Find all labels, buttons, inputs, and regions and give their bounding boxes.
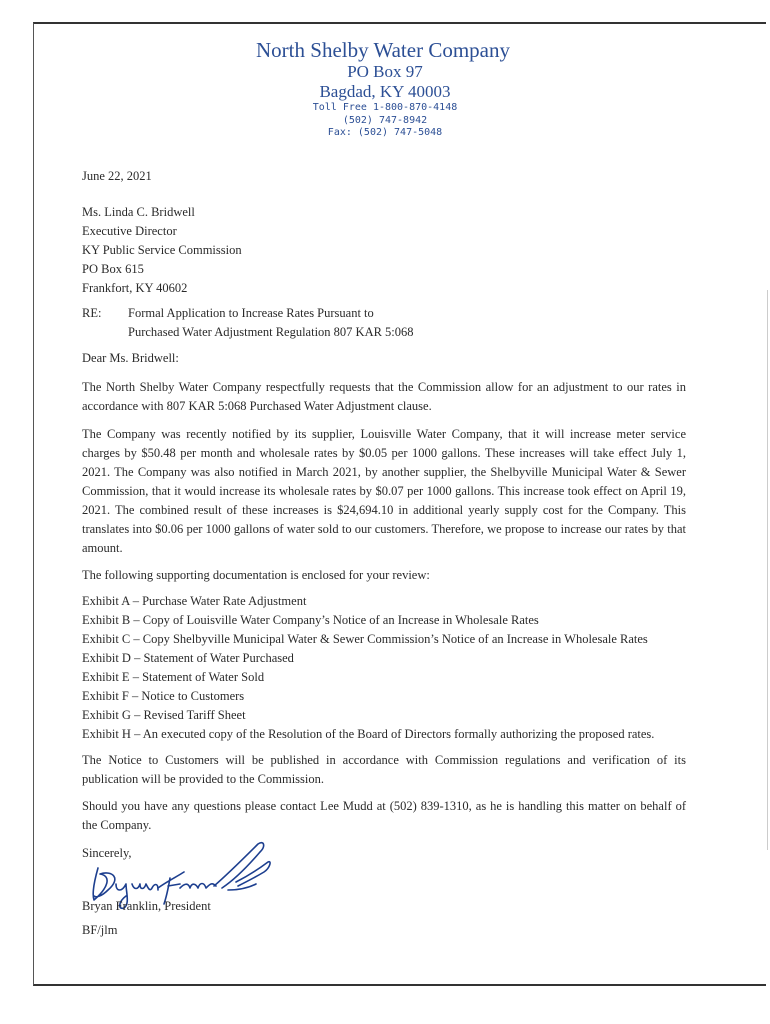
recipient-block <box>82 203 686 298</box>
exhibit-item: Exhibit E – Statement of Water Sold <box>82 670 265 684</box>
salutation: Dear Ms. Bridwell: <box>82 351 179 365</box>
paragraph-documentation-intro: The following supporting documentation is enclosed for your review: <box>82 568 430 582</box>
exhibit-item: Exhibit A – Purchase Water Rate Adjustment <box>82 594 307 608</box>
company-toll-free: Toll Free 1-800-870-4148 <box>312 102 458 113</box>
recipient-city: Frankfort, KY 40602 <box>82 281 188 295</box>
paragraph-notice: The Notice to Customers will be published in accordance with Commission regulations and verification of its publication will be provided to the Commission. <box>82 753 686 786</box>
re-label: RE: <box>82 306 102 320</box>
letterhead <box>0 38 770 140</box>
closing: Sincerely, <box>82 846 132 860</box>
recipient-box: PO Box 615 <box>82 262 144 276</box>
company-po-box: PO Box 97 <box>347 62 423 81</box>
exhibit-item: Exhibit D – Statement of Water Purchased <box>82 651 294 665</box>
paragraph-request: The North Shelby Water Company respectfully requests that the Commission allow for an adjustment to our rates in accordance with 807 KAR 5:068 Purchased Water Adjustment clause. <box>82 380 686 413</box>
signer-name: Bryan Franklin, President <box>82 899 211 913</box>
letter-date: June 22, 2021 <box>82 169 152 183</box>
company-phone: (502) 747-8942 <box>342 114 428 126</box>
paragraph-contact: Should you have any questions please contact Lee Mudd at (502) 839-1310, as he is handling this matter on behalf of the Company. <box>82 799 686 832</box>
exhibit-item: Exhibit C – Copy Shelbyville Municipal Water & Sewer Commission’s Notice of an Increase in Wholesale Rates <box>82 632 648 646</box>
company-name: North Shelby Water Company <box>256 38 510 62</box>
re-line-2: Purchased Water Adjustment Regulation 807 KAR 5:068 <box>128 325 414 339</box>
scan-edge-mark <box>767 290 768 850</box>
exhibit-item: Exhibit F – Notice to Customers <box>82 689 245 703</box>
re-line-1: Formal Application to Increase Rates Pursuant to <box>128 306 374 320</box>
company-fax: Fax: (502) 747-5048 <box>327 127 443 138</box>
exhibit-list <box>82 592 686 744</box>
exhibit-item: Exhibit H – An executed copy of the Resolution of the Board of Directors formally authorizing the proposed rates. <box>82 727 655 741</box>
typist-initials: BF/jlm <box>82 923 118 937</box>
re-block <box>82 304 686 342</box>
exhibit-item: Exhibit B – Copy of Louisville Water Company’s Notice of an Increase in Wholesale Rates <box>82 613 539 627</box>
recipient-title: Executive Director <box>82 224 177 238</box>
recipient-name: Ms. Linda C. Bridwell <box>82 205 195 219</box>
exhibit-item: Exhibit G – Revised Tariff Sheet <box>82 708 246 722</box>
recipient-org: KY Public Service Commission <box>82 243 242 257</box>
paragraph-notification: The Company was recently notified by its supplier, Louisville Water Company, that it will increase meter service charges by $50.48 per month and wholesale rates by $0.05 per 1000 gallons. These increases will take effect July 1, 2021. The Company was also notified in March 2021, by another supplier, the Shelbyville Municipal Water & Sewer Commission, that it would increase its wholesale rates by $0.07 per 1000 gallons. This increase took effect on April 19, 2021. The combined result of these increases is $24,694.10 in additional yearly supply cost for the Company. This translates into $0.06 per 1000 gallons of water sold to our customers. Therefore, we propose to increase our rates by that amount. <box>82 427 686 555</box>
company-city: Bagdad, KY 40003 <box>319 82 451 101</box>
